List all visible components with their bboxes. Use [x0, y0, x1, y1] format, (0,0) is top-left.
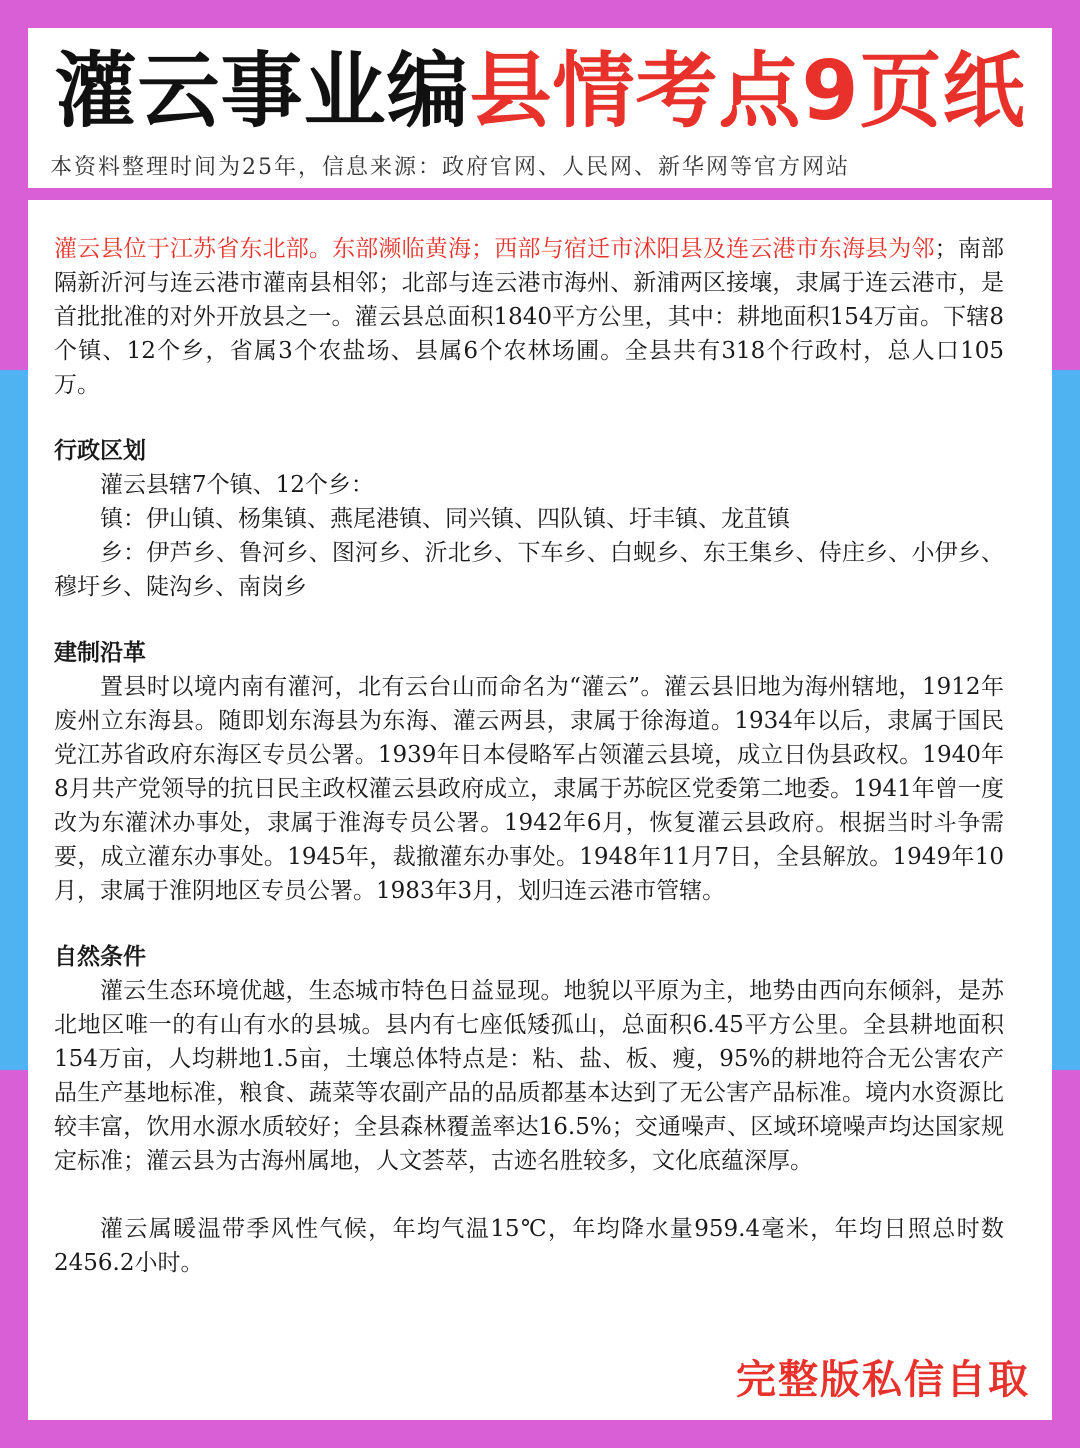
- climate-text: 灌云属暖温带季风性气候，年均气温15℃，年均降水量959.4毫米，年均日照总时数2456.2小时。: [54, 1216, 1004, 1276]
- admin-summary: 灌云县辖7个镇、12个乡：: [100, 472, 374, 498]
- cta-text: 完整版私信自取: [736, 1357, 1030, 1403]
- intro-paragraph: [54, 232, 1004, 402]
- title-red-part: 县情考点9页纸: [469, 44, 1026, 139]
- intro-text: ；南部隔新沂河与连云港市灌南县相邻；北部与连云港市海州、新浦两区接壤，隶属于连云港市，是首批批准的对外开放县之一。灌云县总面积1840平方公里，其中：耕地面积154万亩。下辖8个镇、12个乡，省属3个农盐场、县属6个农林场圃。全县共有318个行政村，总人口105万。: [54, 236, 1005, 398]
- title-black-part: 灌云事业编: [54, 44, 470, 139]
- section-title-nature: 自然条件: [54, 943, 146, 970]
- source-note: 本资料整理时间为25年，信息来源：政府官网、人民网、新华网等官方网站: [50, 155, 850, 180]
- section-title-admin: 行政区划: [54, 437, 146, 464]
- nature-text: 灌云生态环境优越，生态城市特色日益显现。地貌以平原为主，地势由西向东倾斜，是苏北地区唯一的有山有水的县城。县内有七座低矮孤山，总面积6.45平方公里。全县耕地面积154万亩，人均耕地1.5亩，土壤总体特点是：粘、盐、板、瘦，95%的耕地符合无公害农产品生产基地标准，粮食、蔬菜等农副产品的品质都基本达到了无公害产品标准。境内水资源比较丰富，饮用水源水质较好；全县森林覆盖率达16.5%；交通噪声、区域环境噪声均达国家规定标准；灌云县为古海州属地，人文荟萃，古迹名胜较多，文化底蕴深厚。: [54, 978, 1004, 1174]
- page-title: [28, 42, 1052, 142]
- content-card: [28, 200, 1052, 1420]
- admin-townships: 乡：伊芦乡、鲁河乡、图河乡、沂北乡、下车乡、白蚬乡、东王集乡、侍庄乡、小伊乡、穆圩乡、陡沟乡、南岗乡: [54, 540, 1004, 600]
- admin-towns: 镇：伊山镇、杨集镇、燕尾港镇、同兴镇、四队镇、圩丰镇、龙苴镇: [100, 506, 790, 532]
- header-card: [28, 28, 1052, 188]
- history-text: 置县时以境内南有灌河，北有云台山而命名为“灌云”。灌云县旧地为海州辖地，1912年废州立东海县。随即划东海县为东海、灌云两县，隶属于徐海道。1934年以后，隶属于国民党江苏省政府东海区专员公署。1939年日本侵略军占领灌云县境，成立日伪县政权。1940年8月共产党领导的抗日民主政权灌云县政府成立，隶属于苏皖区党委第二地委。1941年曾一度改为东灌沭办事处，隶属于淮海专员公署。1942年6月，恢复灌云县政府。根据当时斗争需要，成立灌东办事处。1945年，裁撤灌东办事处。1948年11月7日，全县解放。1949年10月，隶属于淮阴地区专员公署。1983年3月，划归连云港市管辖。: [54, 674, 1004, 904]
- intro-highlight: 灌云县位于江苏省东北部。东部濒临黄海；西部与宿迁市沭阳县及连云港市东海县为邻: [54, 236, 935, 262]
- section-title-history: 建制沿革: [54, 639, 146, 666]
- content-body: [54, 232, 1004, 1280]
